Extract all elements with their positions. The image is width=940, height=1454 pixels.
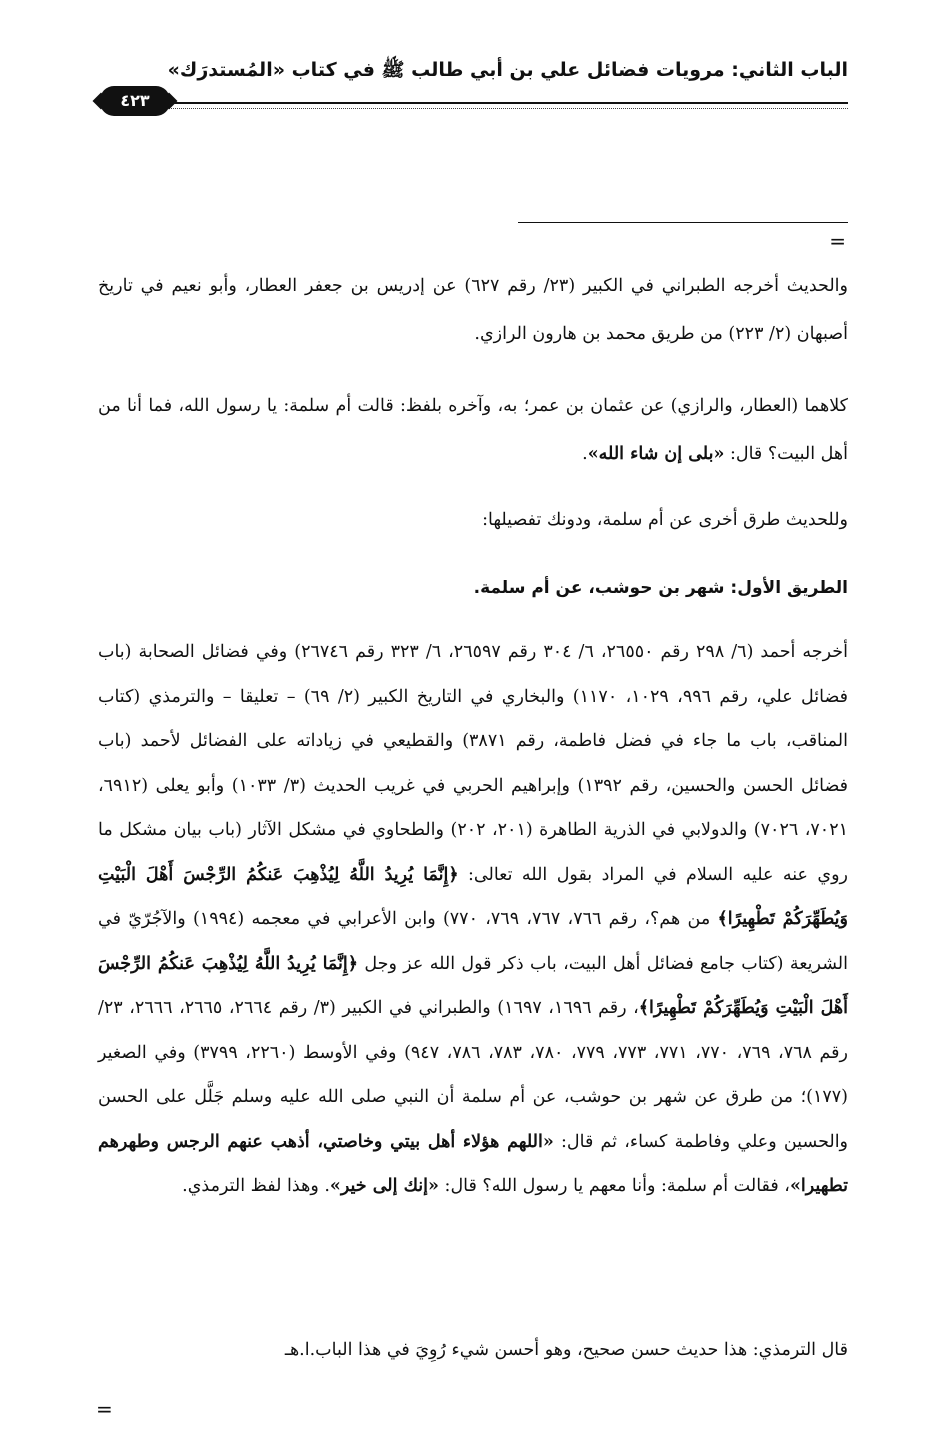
takhrij-text-4: ، فقالت أم سلمة: وأنا معهم يا رسول الله؟ قال: [438,1176,790,1196]
page-header [100,58,848,118]
takhrij-text-2: من هم؟، رقم ٧٦٦، ٧٦٧، ٧٦٩، ٧٧٠) وابن الأعرابي في معجمه (١٩٩٤) والآجُرّيّ في الشريعة (كتاب جامع فضائل أهل البيت، باب ذكر قول الله عز وجل [98,909,848,974]
hadith-text-1: «اللهم هؤلاء أهل بيتي وخاصتي، أذهب عنهم الرجس وطهرهم تطهيرا» [98,1131,848,1196]
takhrij-text-5: . وهذا لفظ الترمذي. [182,1176,330,1196]
running-header-title: الباب الثاني: مرويات فضائل علي بن أبي طالب ﷺ في كتاب «المُستدرَك» [167,59,848,81]
continuation-mark-bottom: = [96,1397,113,1421]
section-heading-first-route: الطريق الأول: شهر بن حوشب، عن أم سلمة. [473,578,848,598]
paragraph-takhrij [98,630,848,1209]
paragraph-other-routes: وللحديث طرق أخرى عن أم سلمة، ودونك تفصيلها: [482,510,848,530]
hadith-quote: «بلى إن شاء الله» [587,444,725,464]
takhrij-text-3: ، رقم ١٦٩٦، ١٦٩٧) والطبراني في الكبير (٣/ رقم ٢٦٦٤، ٢٦٦٥، ٢٦٦٦، ٢٣/ رقم ٧٦٨، ٧٦٩، ٧٧٠، ٧٧١، ٧٧٣، ٧٧٩، ٧٨٠، ٧٨٣، ٧٨٦، ٩٤٧) وفي الأوسط (٢٢٦٠، ٣٧٩٩) وفي الصغير (١٧٧)؛ من طرق عن شهر بن حوشب، عن أم سلمة أن النبي صلى الله عليه وسلم جَلَّل على الحسن والحسين وعلي وفاطمة كساء، ثم قال: [98,998,849,1152]
paragraph-both-narrators [98,382,848,478]
continuation-mark-top: = [829,229,846,253]
paragraph-both-end: . [582,444,588,464]
takhrij-text-1: أخرجه أحمد (٦/ ٢٩٨ رقم ٢٦٥٥٠، ٦/ ٣٠٤ رقم ٢٦٥٩٧، ٦/ ٣٢٣ رقم ٢٦٧٤٦) وفي فضائل الصحابة (باب فضائل علي، رقم ٩٩٦، ١٠٢٩، ١١٧٠) والبخاري في التاريخ الكبير (٢/ ٦٩) – تعليقا – والترمذي (كتاب المناقب، باب ما جاء في فضل فاطمة، رقم ٣٨٧١) والقطيعي في زياداته على الفضائل لأحمد (باب فضائل الحسن والحسين، رقم ١٣٩٢) وإبراهيم الحربي في غريب الحديث (٣/ ١٠٣٣) وأبو يعلى (٦٩١٢، ٧٠٢١، ٧٠٢٦) والدولابي في الذرية الطاهرة (٢٠١، ٢٠٢) والطحاوي في مشكل الآثار (باب بيان مشكل ما روي عنه عليه السلام في المراد بقول الله تعالى: [98,642,848,885]
header-rule [156,102,848,104]
paragraph-both-text: كلاهما (العطار، والرازي) عن عثمان بن عمر؛ به، وآخره بلفظ: قالت أم سلمة: يا رسول الله، فما أنا من أهل البيت؟ قال: [98,396,848,464]
header-dotted-rule [156,108,848,109]
hadith-text-2: «إنك إلى خير» [329,1176,439,1196]
page-number-badge: ٤٢٣ [100,86,170,116]
paragraph-tirmidhi-verdict: قال الترمذي: هذا حديث حسن صحيح، وهو أحسن شيء رُوِيَ في هذا الباب.ا.هـ [284,1340,848,1360]
quran-verse-1: ﴿إِنَّمَا يُرِيدُ اللَّهُ لِيُذْهِبَ عَنكُمُ الرِّجْسَ أَهْلَ الْبَيْتِ وَيُطَهِّرَكُمْ تَطْهِيرًا﴾ [98,864,848,929]
quran-verse-2: ﴿إِنَّمَا يُرِيدُ اللَّهُ لِيُذْهِبَ عَنكُمُ الرِّجْسَ أَهْلَ الْبَيْتِ وَيُطَهِّرَكُمْ تَطْهِيرًا﴾ [98,953,848,1018]
footnote-separator [518,222,848,223]
paragraph-tabarani: والحديث أخرجه الطبراني في الكبير (٢٣/ رقم ٦٢٧) عن إدريس بن جعفر العطار، وأبو نعيم في تاريخ أصبهان (٢/ ٢٢٣) من طريق محمد بن هارون الرازي. [98,276,848,344]
